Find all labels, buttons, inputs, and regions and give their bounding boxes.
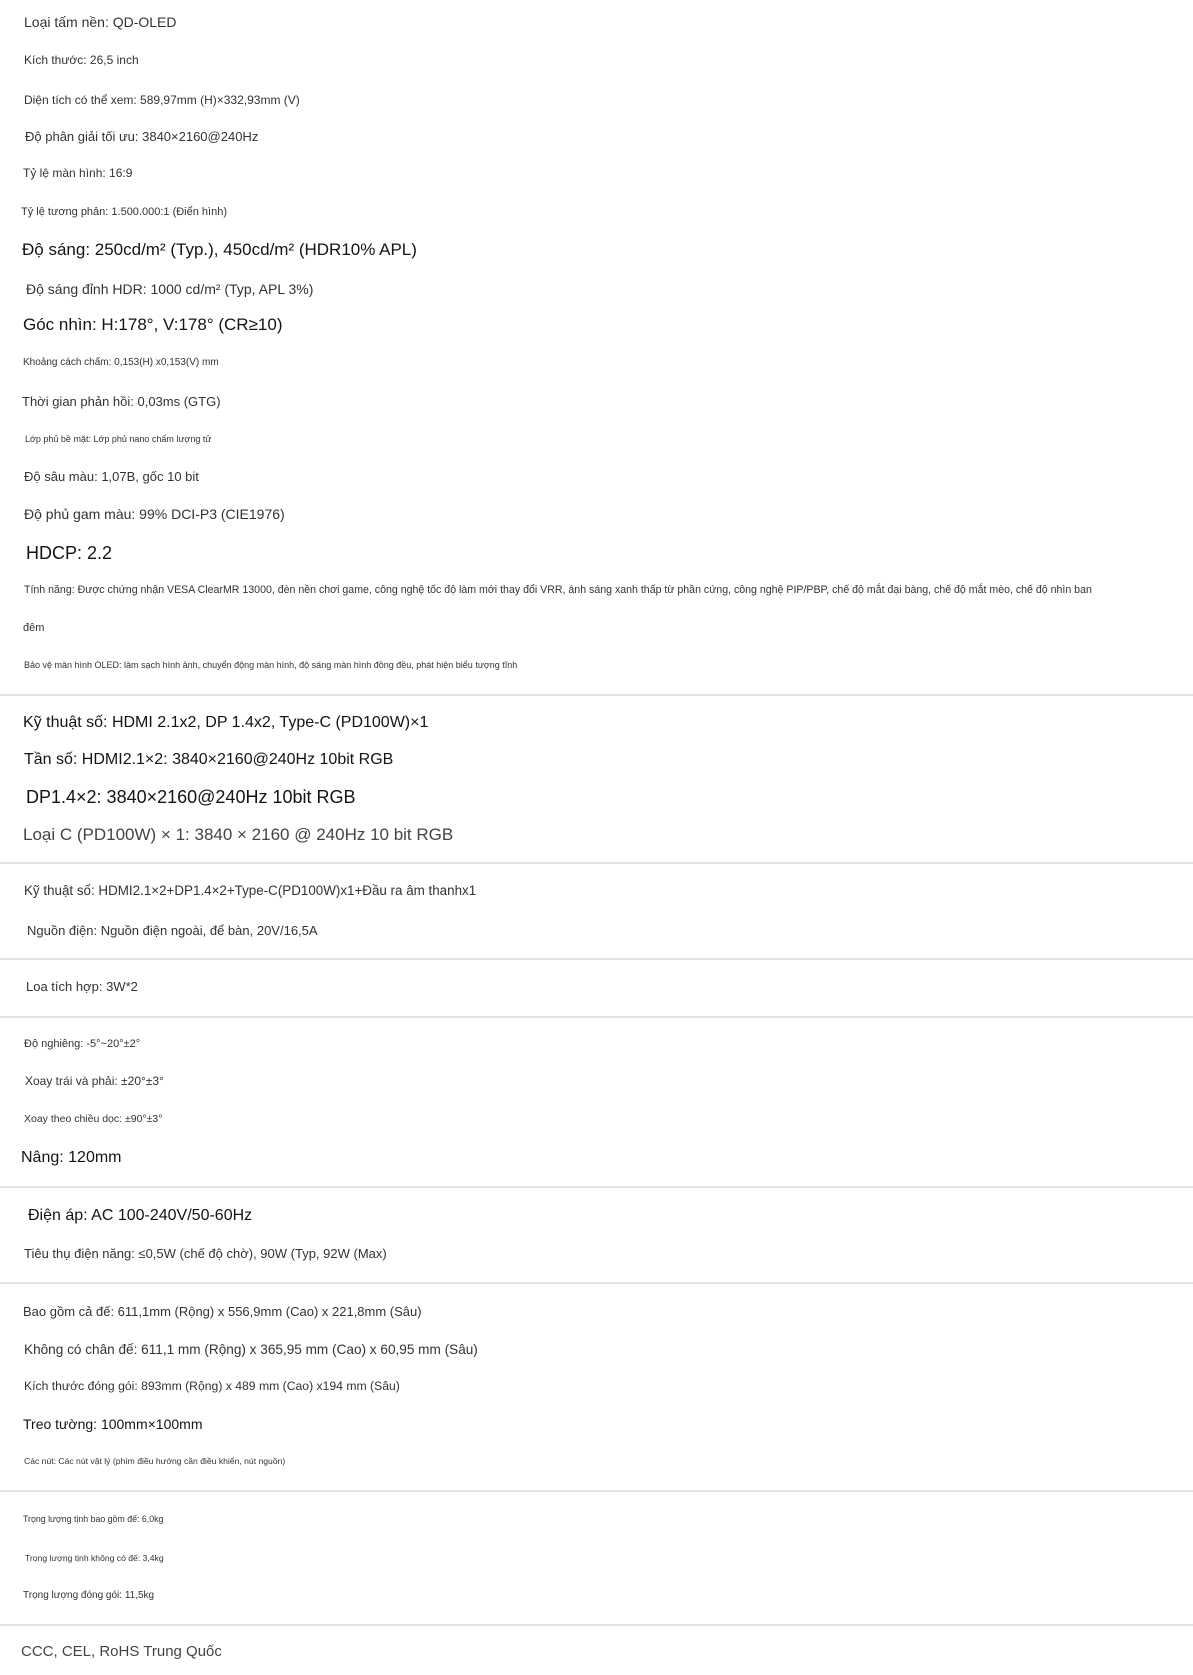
- spec-swivel: Xoay trái và phải: ±20°±3°: [25, 1074, 164, 1088]
- spec-voltage: Điện áp: AC 100-240V/50-60Hz: [28, 1207, 253, 1224]
- section-divider: [0, 1282, 1193, 1284]
- spec-color-depth: Độ sâu màu: 1,07B, gốc 10 bit: [24, 469, 199, 484]
- spec-features-continued: đêm: [23, 622, 45, 634]
- spec-tilt: Độ nghiêng: -5°~20°±2°: [24, 1038, 141, 1050]
- section-divider: [0, 958, 1193, 960]
- spec-viewable-area: Diện tích có thể xem: 589,97mm (H)×332,93mm (V): [24, 93, 300, 107]
- spec-brightness: Độ sáng: 250cd/m² (Typ.), 450cd/m² (HDR10% APL): [22, 240, 417, 259]
- section-divider: [0, 1186, 1193, 1188]
- spec-dimensions-with-stand: Bao gồm cả đế: 611,1mm (Rộng) x 556,9mm (Cao) x 221,8mm (Sâu): [23, 1304, 422, 1319]
- spec-signal-digital: Kỹ thuật số: HDMI 2.1x2, DP 1.4x2, Type-C (PD100W)×1: [23, 714, 429, 731]
- spec-color-gamut: Độ phủ gam màu: 99% DCI-P3 (CIE1976): [24, 506, 285, 522]
- spec-height-adjust: Nâng: 120mm: [21, 1149, 122, 1166]
- spec-net-weight-with-stand: Trọng lượng tịnh bao gồm đế: 6,0kg: [23, 1514, 164, 1524]
- spec-frequency-hdmi: Tần số: HDMI2.1×2: 3840×2160@240Hz 10bit RGB: [24, 751, 394, 768]
- spec-wall-mount: Treo tường: 100mm×100mm: [23, 1416, 203, 1432]
- spec-viewing-angle: Góc nhìn: H:178°, V:178° (CR≥10): [23, 315, 283, 334]
- section-divider: [0, 1624, 1193, 1626]
- spec-speakers: Loa tích hợp: 3W*2: [26, 979, 138, 994]
- spec-pivot: Xoay theo chiều dọc: ±90°±3°: [24, 1113, 163, 1125]
- spec-features: Tính năng: Được chứng nhận VESA ClearMR 13000, đèn nền chơi game, công nghệ tốc độ làm mới thay đổi VRR, ánh sáng xanh thấp từ phần cứng, công nghệ PIP/PBP, chế độ mắt đại bàng, chế độ mắt mèo, chế độ nhìn ban: [24, 584, 1092, 596]
- spec-buttons: Các nút: Các nút vật lý (phím điều hướng cần điều khiển, nút nguồn): [24, 1456, 286, 1466]
- section-divider: [0, 862, 1193, 864]
- spec-package-dimensions: Kích thước đóng gói: 893mm (Rộng) x 489 mm (Cao) x194 mm (Sâu): [24, 1379, 400, 1393]
- spec-frequency-dp: DP1.4×2: 3840×2160@240Hz 10bit RGB: [26, 787, 356, 807]
- spec-hdr-peak-brightness: Độ sáng đỉnh HDR: 1000 cd/m² (Typ, APL 3%): [26, 281, 314, 297]
- spec-pixel-pitch: Khoảng cách chấm: 0,153(H) x0,153(V) mm: [23, 357, 219, 368]
- spec-power-consumption: Tiêu thụ điện năng: ≤0,5W (chế độ chờ), 90W (Typ, 92W (Max): [24, 1246, 387, 1261]
- spec-power-source: Nguồn điện: Nguồn điện ngoài, để bàn, 20V/16,5A: [27, 923, 318, 938]
- spec-surface-coating: Lớp phủ bề mặt: Lớp phủ nano chấm lượng tử: [25, 434, 212, 444]
- spec-panel-type: Loại tấm nền: QD-OLED: [24, 14, 177, 30]
- spec-dimensions-without-stand: Không có chân đế: 611,1 mm (Rộng) x 365,95 mm (Cao) x 60,95 mm (Sâu): [24, 1342, 478, 1357]
- spec-aspect-ratio: Tỷ lệ màn hình: 16:9: [23, 166, 133, 180]
- spec-oled-protection: Bảo vệ màn hình OLED: làm sạch hình ảnh, chuyển động màn hình, độ sáng màn hình đồng đều, phát hiện biểu tượng tĩnh: [24, 660, 518, 670]
- spec-package-weight: Trọng lượng đóng gói: 11,5kg: [23, 1590, 155, 1601]
- spec-net-weight-without-stand: Trọng lượng tịnh không có đế: 3,4kg: [25, 1553, 164, 1563]
- section-divider: [0, 694, 1193, 696]
- section-divider: [0, 1016, 1193, 1018]
- spec-contrast-ratio: Tỷ lệ tương phản: 1.500.000:1 (Điển hình): [21, 206, 227, 218]
- spec-response-time: Thời gian phản hồi: 0,03ms (GTG): [22, 394, 221, 409]
- spec-ports-digital: Kỹ thuật số: HDMI2.1×2+DP1.4×2+Type-C(PD100W)x1+Đầu ra âm thanhx1: [24, 883, 477, 898]
- spec-certifications: CCC, CEL, RoHS Trung Quốc: [21, 1643, 222, 1660]
- spec-frequency-typec: Loại C (PD100W) × 1: 3840 × 2160 @ 240Hz 10 bit RGB: [23, 825, 454, 844]
- spec-size: Kích thước: 26,5 inch: [24, 53, 139, 67]
- spec-optimal-resolution: Độ phân giải tối ưu: 3840×2160@240Hz: [25, 129, 259, 144]
- section-divider: [0, 1490, 1193, 1492]
- spec-hdcp: HDCP: 2.2: [26, 543, 113, 563]
